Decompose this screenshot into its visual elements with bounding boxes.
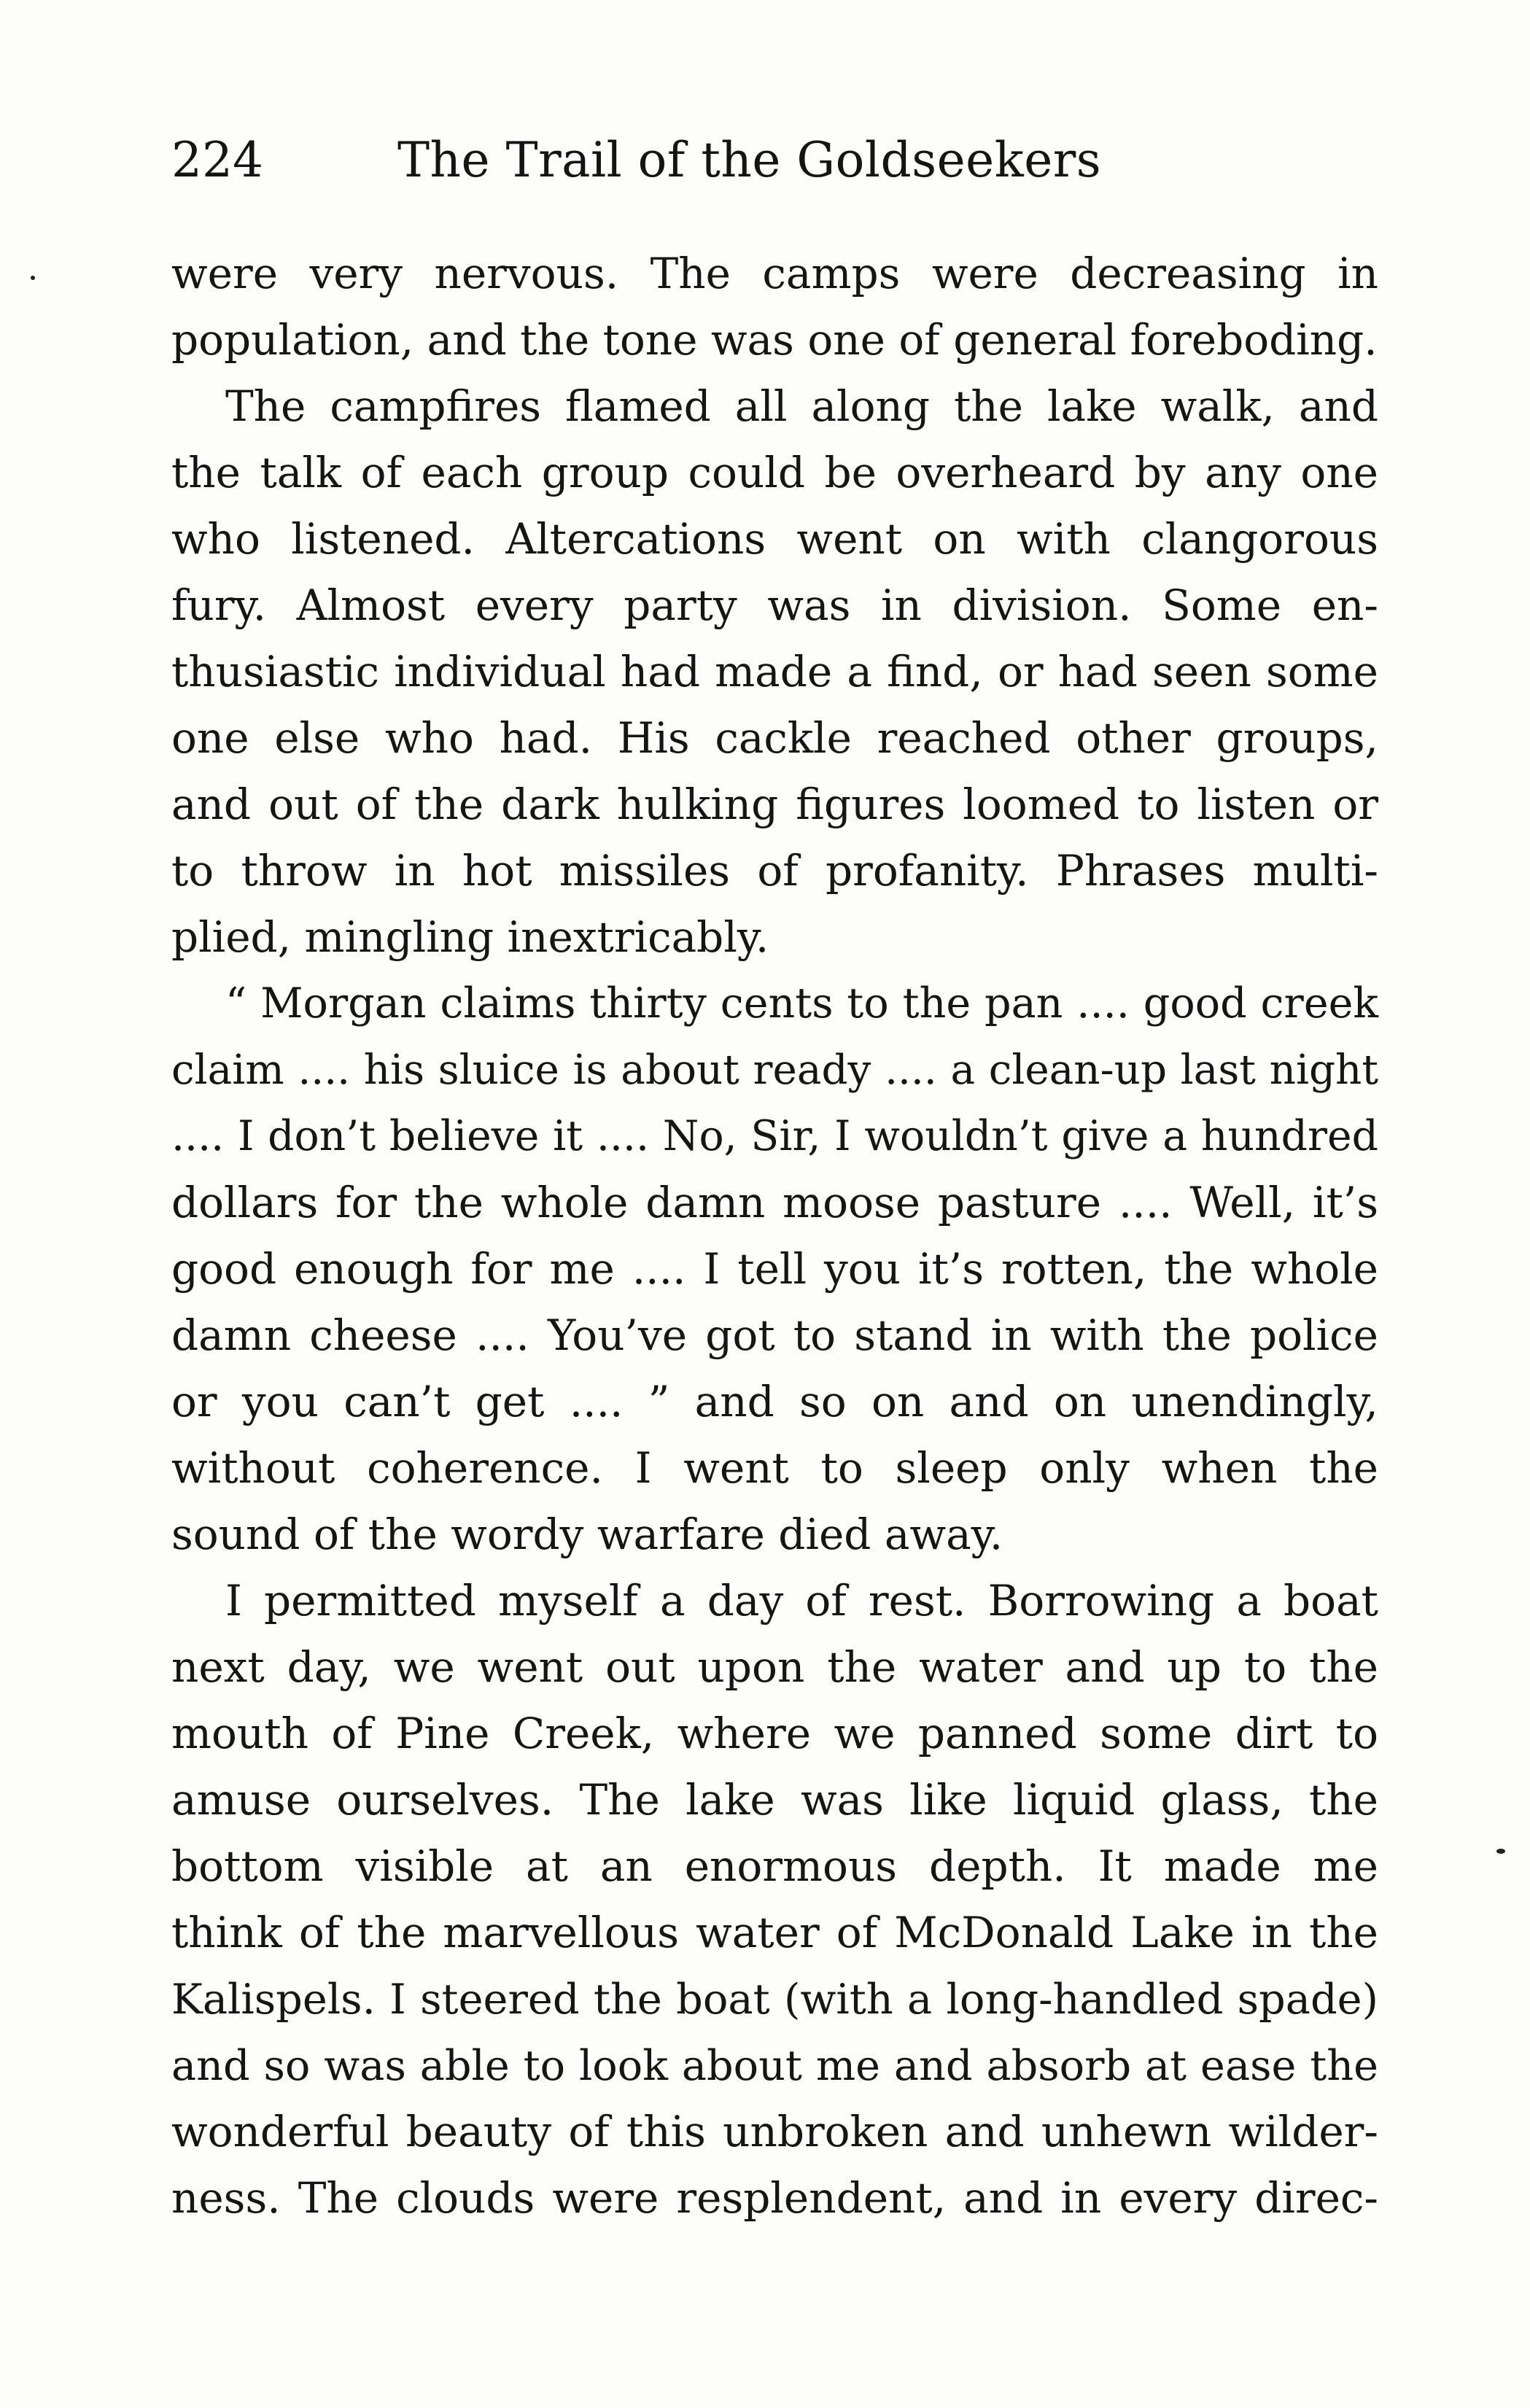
text-line: amuse ourselves. The lake was like liquid glass, the [171,1775,1378,1825]
text-line: plied, mingling inextricably. [171,912,769,962]
text-line: bottom visible at an enormous depth. It made me [171,1841,1378,1891]
page-header [171,120,1375,201]
text-line: Kalispels. I steered the boat (with a long-handled spade) [171,1975,1378,2024]
text-line: think of the marvellous water of McDonald Lake in the [171,1908,1378,1957]
text-line: wonderful beauty of this unbroken and unhewn wilder- [171,2107,1378,2156]
text-line: without coherence. I went to sleep only when the [171,1443,1378,1493]
text-line: sound of the wordy warfare died away. [171,1510,1003,1559]
text-line: who listened. Altercations went on with clangorous [171,514,1378,564]
text-line: the talk of each group could be overheard by any one [171,448,1378,497]
text-line: .... I don’t believe it .... No, Sir, I wouldn’t give a hundred [171,1112,1378,1160]
text-line: good enough for me .... I tell you it’s rotten, the whole [171,1244,1378,1294]
body-text [171,241,1378,2232]
text-line: or you can’t get .... ” and so on and on unendingly, [171,1377,1378,1426]
text-line: ness. The clouds were resplendent, and in every direc- [171,2173,1378,2223]
text-line: damn cheese .... You’ve got to stand in with the police [171,1310,1378,1360]
text-line: I permitted myself a day of rest. Borrowing a boat [225,1576,1378,1626]
text-line: one else who had. His cackle reached other groups, [171,713,1378,763]
text-line: “ Morgan claims thirty cents to the pan .... good creek [225,979,1378,1028]
scan-speck [1496,1849,1505,1854]
text-line: fury. Almost every party was in division. Some en- [171,580,1378,630]
text-line: were very nervous. The camps were decreasing in [171,249,1378,298]
text-line: next day, we went out upon the water and up to the [171,1642,1378,1692]
text-line: to throw in hot missiles of profanity. Phrases multi- [171,846,1378,896]
text-line: and so was able to look about me and absorb at ease the [171,2041,1378,2090]
text-line: dollars for the whole damn moose pasture .... Well, it’s [171,1178,1378,1227]
text-line: population, and the tone was one of general foreboding. [171,315,1378,365]
text-line: and out of the dark hulking figures loomed to listen or [171,780,1378,829]
scan-speck [31,276,35,280]
text-line: The campfires flamed all along the lake walk, and [225,381,1378,431]
page-number: 224 [171,132,263,188]
text-line: claim .... his sluice is about ready .... a clean-up last night [171,1046,1378,1094]
text-line: mouth of Pine Creek, where we panned some dirt to [171,1709,1378,1758]
running-title: The Trail of the Goldseekers [397,132,1102,188]
text-line: thusiastic individual had made a find, or had seen some [171,647,1378,696]
